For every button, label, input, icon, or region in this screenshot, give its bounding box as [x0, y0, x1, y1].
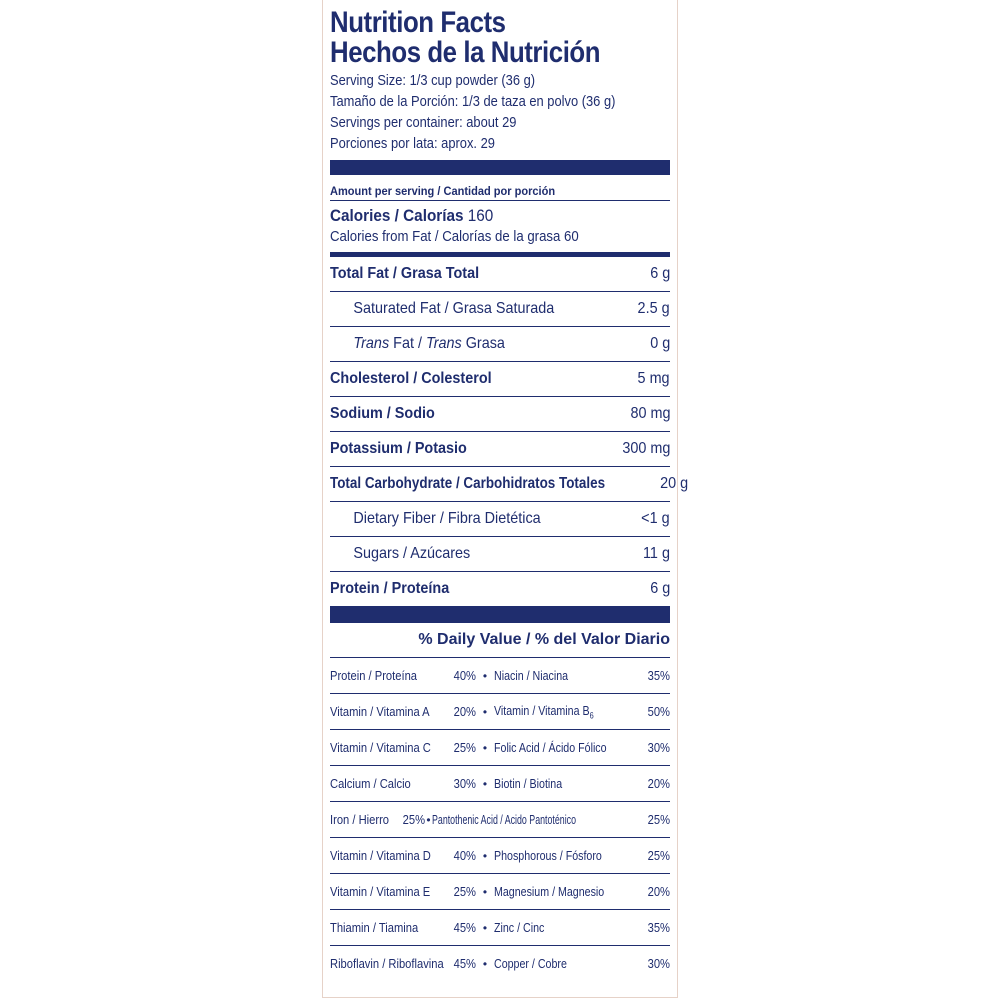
daily-value-row [330, 874, 670, 910]
bullet-icon: • [482, 956, 488, 971]
nutrient-row-cholesterol [330, 362, 670, 397]
dv-left-pct: 25% [453, 884, 476, 899]
daily-value-row [330, 802, 670, 838]
nutrient-row-total-carbohydrate [330, 467, 689, 502]
nutrient-value: 0 g [649, 335, 670, 352]
dv-right-name: Phosphorous / Fósforo [494, 848, 602, 863]
dv-left-name: Vitamin / Vitamina A [330, 704, 430, 719]
dv-right-name-subscript: 6 [589, 710, 594, 721]
serving-info [330, 70, 670, 154]
nutrient-value: 6 g [649, 580, 670, 597]
dv-right-name [494, 703, 614, 721]
dv-right-pct: 50% [647, 704, 670, 719]
bullet-icon: • [482, 848, 488, 863]
nutrient-name: Total Fat / Grasa Total [330, 265, 480, 282]
thick-divider [330, 160, 670, 175]
nutrient-row-sodium [330, 397, 670, 432]
dv-right-name: Magnesium / Magnesio [494, 884, 605, 899]
bullet-icon: • [482, 920, 488, 935]
calories-value: 160 [467, 206, 494, 225]
nutrient-value: 5 mg [637, 370, 670, 387]
dv-right-name: Pantothenic Acid / Acido Pantoténico [432, 812, 577, 827]
nutrient-value: 2.5 g [637, 300, 670, 317]
calories-label: Calories / Calorías [330, 206, 464, 225]
dv-right-name: Zinc / Cinc [494, 920, 545, 935]
calories-block [330, 201, 670, 252]
daily-value-table [330, 658, 670, 981]
nutrient-name: Saturated Fat / Grasa Saturada [353, 300, 555, 317]
trans-italic: Trans [425, 335, 462, 352]
nutrient-name: Protein / Proteína [330, 580, 450, 597]
servings-per-container-es: Porciones por lata: aprox. 29 [330, 135, 495, 152]
bullet-icon: • [482, 740, 488, 755]
dv-left-name: Protein / Proteína [330, 668, 418, 683]
trans-italic: Trans [353, 335, 390, 352]
nutrient-row-potassium [330, 432, 670, 467]
daily-value-row [330, 694, 670, 730]
nutrient-name: Sodium / Sodio [330, 405, 435, 422]
bullet-icon: • [482, 884, 488, 899]
serving-size-en: Serving Size: 1/3 cup powder (36 g) [330, 72, 536, 89]
nutrient-name: Total Carbohydrate / Carbohidratos Totales [330, 475, 606, 492]
dv-right-pct: 30% [647, 740, 670, 755]
dv-left-name: Iron / Hierro [330, 812, 390, 827]
dv-right-pct: 20% [647, 884, 670, 899]
bullet-icon: • [482, 704, 488, 719]
title-en: Nutrition Facts [330, 6, 506, 39]
nutrient-value: 80 mg [629, 405, 670, 422]
daily-value-row [330, 658, 670, 694]
calories-from-fat: Calories from Fat / Calorías de la grasa 60 [330, 228, 579, 245]
dv-left-name: Thiamin / Tiamina [330, 920, 419, 935]
thick-divider [330, 606, 670, 623]
nutrition-facts-label [330, 6, 689, 981]
dv-left-pct: 40% [453, 668, 476, 683]
dv-left-name: Vitamin / Vitamina C [330, 740, 431, 755]
dv-right-name: Niacin / Niacina [494, 668, 569, 683]
dv-left-pct: 45% [453, 920, 476, 935]
calories-line [330, 204, 636, 228]
nutrient-row-trans-fat [330, 327, 670, 362]
dv-left-pct: 45% [453, 956, 476, 971]
dv-right-pct: 20% [647, 776, 670, 791]
dv-left-pct: 25% [453, 740, 476, 755]
amount-per-serving: Amount per serving / Cantidad por porción [330, 184, 556, 198]
serving-size-es: Tamaño de la Porción: 1/3 de taza en polvo (36 g) [330, 93, 616, 110]
nutrient-row-dietary-fiber [330, 502, 670, 537]
nutrient-row-total-fat [330, 257, 670, 292]
dv-right-pct: 25% [647, 812, 670, 827]
daily-value-row [330, 910, 670, 946]
nutrient-row-saturated-fat [330, 292, 670, 327]
dv-right-name: Folic Acid / Ácido Fólico [494, 740, 607, 755]
dv-left-name: Vitamin / Vitamina D [330, 848, 431, 863]
nutrient-name: Cholesterol / Colesterol [330, 370, 492, 387]
nutrient-name: Potassium / Potasio [330, 440, 467, 457]
daily-value-row [330, 766, 670, 802]
dv-left-name: Riboflavin / Riboflavina [330, 956, 444, 971]
servings-per-container-en: Servings per container: about 29 [330, 114, 517, 131]
dv-left-name: Calcium / Calcio [330, 776, 411, 791]
dv-left-pct: 20% [453, 704, 476, 719]
daily-value-row [330, 946, 670, 981]
nutrient-name: Sugars / Azúcares [353, 545, 471, 562]
bullet-icon: • [426, 812, 431, 827]
nutrient-row-protein [330, 572, 670, 606]
nutrient-value: 6 g [649, 265, 670, 282]
dv-right-pct: 30% [647, 956, 670, 971]
nutrient-name [330, 335, 505, 353]
dv-left-pct: 40% [453, 848, 476, 863]
dv-right-pct: 35% [647, 668, 670, 683]
bullet-icon: • [482, 776, 488, 791]
nutrient-name: Dietary Fiber / Fibra Dietética [353, 510, 541, 527]
bullet-icon: • [482, 668, 488, 683]
nutrient-row-sugars [330, 537, 670, 572]
nutrient-value: 20 g [660, 475, 689, 492]
nutrient-value: 11 g [643, 545, 670, 562]
daily-value-header: % Daily Value / % del Valor Diario [330, 623, 670, 658]
dv-left-pct: 25% [402, 812, 425, 827]
dv-right-name: Copper / Cobre [494, 956, 567, 971]
dv-right-name: Biotin / Biotina [494, 776, 563, 791]
dv-left-pct: 30% [453, 776, 476, 791]
daily-value-row [330, 838, 670, 874]
nutrient-value: 300 mg [621, 440, 670, 457]
trans-text: Grasa [461, 335, 505, 352]
dv-left-name: Vitamin / Vitamina E [330, 884, 431, 899]
trans-text: Fat / [389, 335, 426, 352]
dv-right-pct: 25% [647, 848, 670, 863]
nutrient-value: <1 g [641, 510, 670, 527]
daily-value-row [330, 730, 670, 766]
dv-right-name-text: Vitamin / Vitamina B [494, 702, 590, 718]
dv-right-pct: 35% [647, 920, 670, 935]
title-es: Hechos de la Nutrición [330, 36, 601, 69]
